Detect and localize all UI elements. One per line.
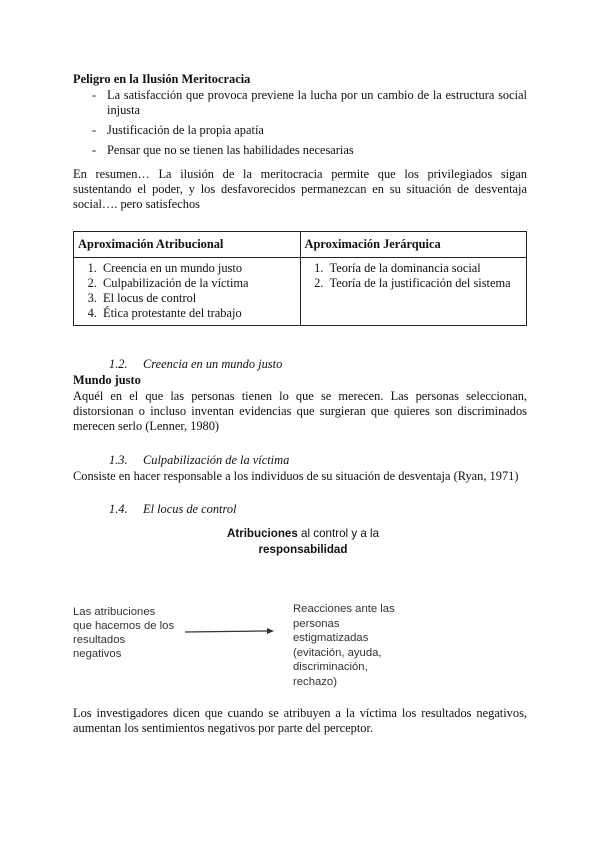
figure-title-line2: responsabilidad	[258, 543, 348, 556]
section-heading-text: El locus de control	[143, 502, 237, 516]
list-item: 2. Culpabilización de la víctima	[100, 276, 296, 291]
list-item: 1. Creencia en un mundo justo	[100, 261, 296, 276]
paragraph-mundo-justo: Aquél en el que las personas tienen lo que se merecen. Las personas seleccionan, distorsionan o incluso inventan evidencias que surgieran que quieres son discriminados merecen serlo (Lenner, 1980)	[73, 389, 527, 433]
list-item: 4. Ética protestante del trabajo	[100, 306, 296, 321]
list-item: 3. El locus de control	[100, 291, 296, 306]
section-heading-1-4	[109, 502, 237, 517]
figure-right-line: Reacciones ante las	[293, 603, 395, 615]
paragraph-victima: Consiste en hacer responsable a los individuos de su situación de desventaja (Ryan, 1971)	[73, 469, 519, 483]
figure-left-line: negativos	[73, 648, 122, 660]
table-cell-attributional	[74, 258, 301, 326]
section-number: 1.3.	[109, 453, 128, 467]
summary-paragraph: En resumen… La ilusión de la meritocracia permite que los privilegiados sigan sustentando el poder, y los desfavorecidos permanezcan en su situación de desventaja social…. pero satisfechos	[73, 167, 527, 211]
list-item: - Justificación de la propia apatía	[73, 123, 527, 138]
figure-right-line: personas	[293, 617, 340, 630]
conclusion-paragraph: Los investigadores dicen que cuando se atribuyen a la víctima los resultados negativos, aumentan los sentimientos negativos por parte del perceptor.	[73, 706, 527, 735]
section-number: 1.2.	[109, 357, 128, 371]
section-heading-1-2	[109, 357, 282, 372]
figure-right-line: (evitación, ayuda,	[293, 646, 382, 659]
table-cell-hierarchical	[300, 258, 527, 326]
section-heading-text: Creencia en un mundo justo	[143, 357, 283, 371]
figure-left-line: Las atribuciones	[73, 606, 156, 618]
figure-left-line: que hacemos de los	[73, 620, 175, 632]
table-header-attributional: Aproximación Atribucional	[74, 232, 301, 258]
figure-right-line: rechazo)	[293, 675, 337, 688]
section-heading-1-3	[109, 453, 289, 468]
list-item: - Pensar que no se tienen las habilidades necesarias	[73, 143, 527, 158]
dangers-list	[73, 88, 527, 163]
list-item: - La satisfacción que provoca previene la lucha por un cambio de la estructura social injusta	[73, 88, 527, 118]
arrow-right-icon	[185, 626, 275, 636]
figure-right-box	[293, 602, 433, 689]
figure-title-rest: al control y a la	[297, 527, 380, 540]
table-header-hierarchical: Aproximación Jerárquica	[300, 232, 527, 258]
figure-title-bold: Atribuciones	[226, 527, 298, 540]
figure-title	[193, 526, 413, 558]
subheading-mundo-justo: Mundo justo	[73, 373, 141, 387]
approaches-table	[73, 231, 527, 326]
figure-right-line: estigmatizadas	[293, 632, 369, 644]
figure-right-line: discriminación,	[293, 661, 368, 673]
figure-left-box	[73, 605, 193, 661]
figure-left-line: resultados	[73, 634, 126, 646]
list-item: 1. Teoría de la dominancia social	[327, 261, 523, 276]
section-heading-text: Culpabilización de la víctima	[143, 453, 290, 467]
list-item: 2. Teoría de la justificación del sistema	[327, 276, 523, 291]
section-title: Peligro en la Ilusión Meritocracia	[73, 72, 251, 86]
section-number: 1.4.	[109, 502, 128, 516]
